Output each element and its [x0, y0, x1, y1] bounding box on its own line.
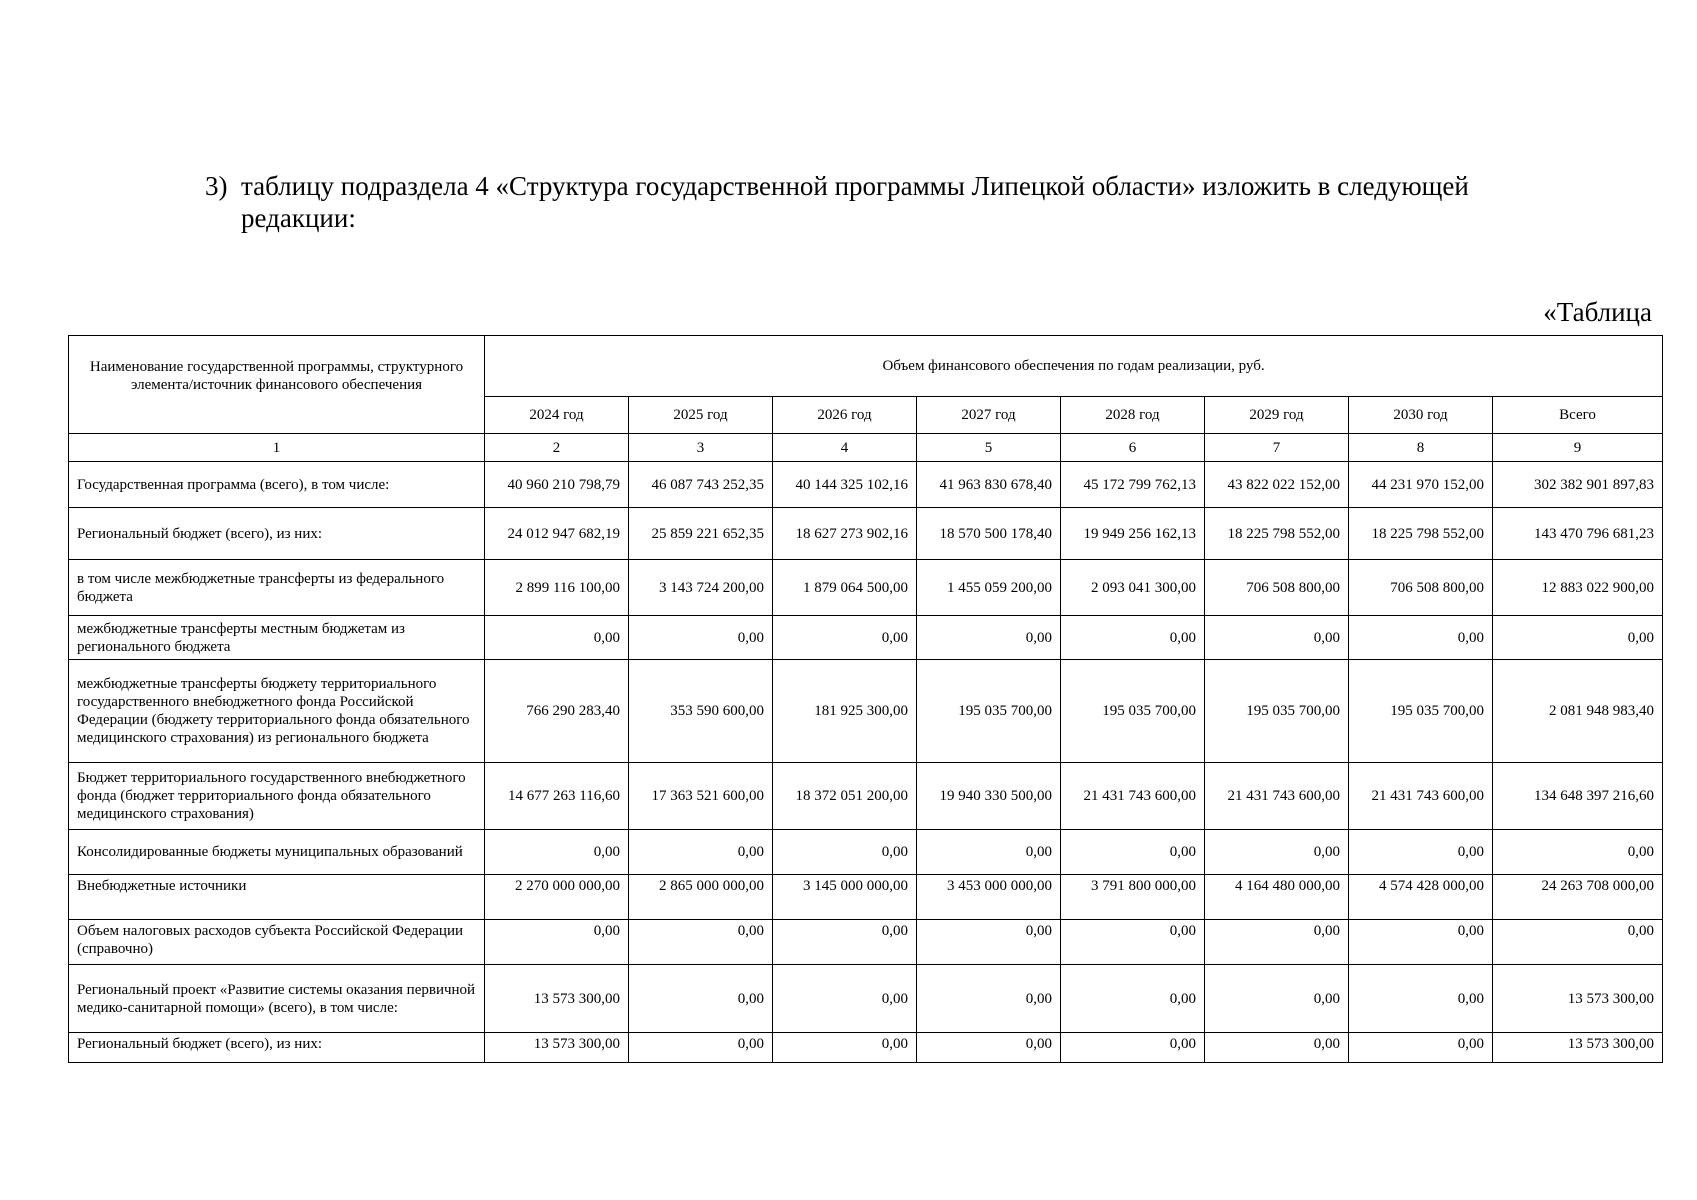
row-value: 40 144 325 102,16 — [773, 462, 917, 508]
row-value: 0,00 — [917, 1033, 1061, 1063]
row-value: 41 963 830 678,40 — [917, 462, 1061, 508]
row-value: 0,00 — [629, 920, 773, 965]
row-value: 0,00 — [773, 616, 917, 660]
row-value: 19 949 256 162,13 — [1061, 508, 1205, 560]
row-value: 3 145 000 000,00 — [773, 875, 917, 920]
table-row — [69, 616, 1663, 660]
row-value: 195 035 700,00 — [917, 660, 1061, 763]
row-value: 0,00 — [1061, 920, 1205, 965]
row-value: 0,00 — [917, 920, 1061, 965]
row-value: 0,00 — [1061, 965, 1205, 1033]
index-cell: 8 — [1349, 434, 1493, 462]
row-value: 766 290 283,40 — [485, 660, 629, 763]
row-value: 0,00 — [773, 965, 917, 1033]
index-cell: 5 — [917, 434, 1061, 462]
row-value: 0,00 — [917, 830, 1061, 875]
financing-table — [68, 335, 1663, 1063]
row-name: Государственная программа (всего), в том числе: — [69, 462, 485, 508]
row-value: 0,00 — [629, 965, 773, 1033]
row-value: 706 508 800,00 — [1205, 560, 1349, 616]
row-value: 0,00 — [1349, 616, 1493, 660]
intro-text: таблицу подраздела 4 «Структура государственной программы Липецкой области» изложить в следующей редакции: — [241, 171, 1469, 233]
row-value: 3 453 000 000,00 — [917, 875, 1061, 920]
row-value: 13 573 300,00 — [1493, 1033, 1663, 1063]
table-row — [69, 462, 1663, 508]
row-value: 0,00 — [1205, 830, 1349, 875]
row-name: Региональный бюджет (всего), из них: — [69, 1033, 485, 1063]
row-name: Региональный проект «Развитие системы оказания первичной медико-санитарной помощи» (всего), в том числе: — [69, 965, 485, 1033]
row-name: Внебюджетные источники — [69, 875, 485, 920]
row-value: 1 879 064 500,00 — [773, 560, 917, 616]
table-row — [69, 508, 1663, 560]
row-name: Консолидированные бюджеты муниципальных образований — [69, 830, 485, 875]
row-value: 24 263 708 000,00 — [1493, 875, 1663, 920]
row-value: 21 431 743 600,00 — [1349, 763, 1493, 830]
row-value: 13 573 300,00 — [1493, 965, 1663, 1033]
row-value: 18 627 273 902,16 — [773, 508, 917, 560]
header-year: 2028 год — [1061, 397, 1205, 434]
row-value: 0,00 — [1205, 920, 1349, 965]
row-name: Бюджет территориального государственного внебюджетного фонда (бюджет территориального фонда обязательного медицинского страхования) — [69, 763, 485, 830]
row-value: 0,00 — [773, 1033, 917, 1063]
index-cell: 7 — [1205, 434, 1349, 462]
row-value: 0,00 — [1205, 1033, 1349, 1063]
row-value: 2 081 948 983,40 — [1493, 660, 1663, 763]
header-total: Всего — [1493, 397, 1663, 434]
row-value: 12 883 022 900,00 — [1493, 560, 1663, 616]
row-name: межбюджетные трансферты местным бюджетам из регионального бюджета — [69, 616, 485, 660]
row-value: 706 508 800,00 — [1349, 560, 1493, 616]
table-row — [69, 560, 1663, 616]
row-value: 0,00 — [1349, 920, 1493, 965]
row-value: 0,00 — [1493, 830, 1663, 875]
row-value: 0,00 — [1349, 830, 1493, 875]
row-value: 40 960 210 798,79 — [485, 462, 629, 508]
index-cell: 2 — [485, 434, 629, 462]
row-value: 0,00 — [1349, 1033, 1493, 1063]
row-value: 0,00 — [773, 830, 917, 875]
row-value: 0,00 — [1205, 616, 1349, 660]
header-year: 2030 год — [1349, 397, 1493, 434]
row-value: 195 035 700,00 — [1061, 660, 1205, 763]
row-value: 21 431 743 600,00 — [1061, 763, 1205, 830]
row-value: 0,00 — [485, 616, 629, 660]
row-name: Объем налоговых расходов субъекта Российской Федерации (справочно) — [69, 920, 485, 965]
row-value: 17 363 521 600,00 — [629, 763, 773, 830]
row-value: 18 570 500 178,40 — [917, 508, 1061, 560]
row-value: 0,00 — [1061, 830, 1205, 875]
table-row — [69, 965, 1663, 1033]
header-year: 2027 год — [917, 397, 1061, 434]
header-name: Наименование государственной программы, структурного элемента/источник финансового обеспечения — [69, 336, 485, 434]
row-value: 4 574 428 000,00 — [1349, 875, 1493, 920]
row-value: 0,00 — [917, 616, 1061, 660]
row-value: 0,00 — [485, 830, 629, 875]
row-value: 13 573 300,00 — [485, 965, 629, 1033]
row-value: 134 648 397 216,60 — [1493, 763, 1663, 830]
table-caption: «Таблица — [1543, 297, 1652, 327]
row-value: 3 143 724 200,00 — [629, 560, 773, 616]
index-cell: 3 — [629, 434, 773, 462]
row-value: 181 925 300,00 — [773, 660, 917, 763]
row-value: 2 093 041 300,00 — [1061, 560, 1205, 616]
row-value: 302 382 901 897,83 — [1493, 462, 1663, 508]
intro-paragraph — [205, 170, 1575, 234]
row-value: 44 231 970 152,00 — [1349, 462, 1493, 508]
row-value: 195 035 700,00 — [1205, 660, 1349, 763]
index-cell: 9 — [1493, 434, 1663, 462]
header-year: 2029 год — [1205, 397, 1349, 434]
row-value: 195 035 700,00 — [1349, 660, 1493, 763]
row-value: 0,00 — [1493, 920, 1663, 965]
index-cell: 1 — [69, 434, 485, 462]
row-value: 0,00 — [485, 920, 629, 965]
row-value: 0,00 — [629, 830, 773, 875]
row-value: 45 172 799 762,13 — [1061, 462, 1205, 508]
row-value: 43 822 022 152,00 — [1205, 462, 1349, 508]
row-value: 2 899 116 100,00 — [485, 560, 629, 616]
row-value: 143 470 796 681,23 — [1493, 508, 1663, 560]
row-value: 0,00 — [1349, 965, 1493, 1033]
row-value: 2 865 000 000,00 — [629, 875, 773, 920]
row-value: 0,00 — [1061, 1033, 1205, 1063]
row-value: 3 791 800 000,00 — [1061, 875, 1205, 920]
intro-number: 3) — [205, 171, 228, 201]
row-value: 18 225 798 552,00 — [1205, 508, 1349, 560]
row-value: 24 012 947 682,19 — [485, 508, 629, 560]
row-value: 0,00 — [917, 965, 1061, 1033]
header-year: 2026 год — [773, 397, 917, 434]
row-name: в том числе межбюджетные трансферты из федерального бюджета — [69, 560, 485, 616]
row-value: 21 431 743 600,00 — [1205, 763, 1349, 830]
table-row — [69, 1033, 1663, 1063]
table-row — [69, 830, 1663, 875]
row-value: 14 677 263 116,60 — [485, 763, 629, 830]
row-value: 4 164 480 000,00 — [1205, 875, 1349, 920]
index-cell: 6 — [1061, 434, 1205, 462]
row-value: 2 270 000 000,00 — [485, 875, 629, 920]
row-value: 25 859 221 652,35 — [629, 508, 773, 560]
row-value: 13 573 300,00 — [485, 1033, 629, 1063]
table-row — [69, 763, 1663, 830]
row-value: 0,00 — [773, 920, 917, 965]
row-value: 0,00 — [629, 1033, 773, 1063]
table-row — [69, 660, 1663, 763]
row-value: 46 087 743 252,35 — [629, 462, 773, 508]
table-row — [69, 875, 1663, 920]
row-value: 19 940 330 500,00 — [917, 763, 1061, 830]
row-value: 0,00 — [1061, 616, 1205, 660]
index-row — [69, 434, 1663, 462]
row-name: межбюджетные трансферты бюджету территориального государственного внебюджетного фонда Российской Федерации (бюджету территориального фонда обязательного медицинского страхования) из регионального бюджета — [69, 660, 485, 763]
header-year: 2025 год — [629, 397, 773, 434]
row-value: 18 372 051 200,00 — [773, 763, 917, 830]
row-value: 1 455 059 200,00 — [917, 560, 1061, 616]
row-value: 18 225 798 552,00 — [1349, 508, 1493, 560]
index-cell: 4 — [773, 434, 917, 462]
header-group: Объем финансового обеспечения по годам реализации, руб. — [485, 336, 1663, 397]
row-value: 0,00 — [629, 616, 773, 660]
header-year: 2024 год — [485, 397, 629, 434]
row-name: Региональный бюджет (всего), из них: — [69, 508, 485, 560]
row-value: 353 590 600,00 — [629, 660, 773, 763]
row-value: 0,00 — [1493, 616, 1663, 660]
row-value: 0,00 — [1205, 965, 1349, 1033]
table-row — [69, 920, 1663, 965]
